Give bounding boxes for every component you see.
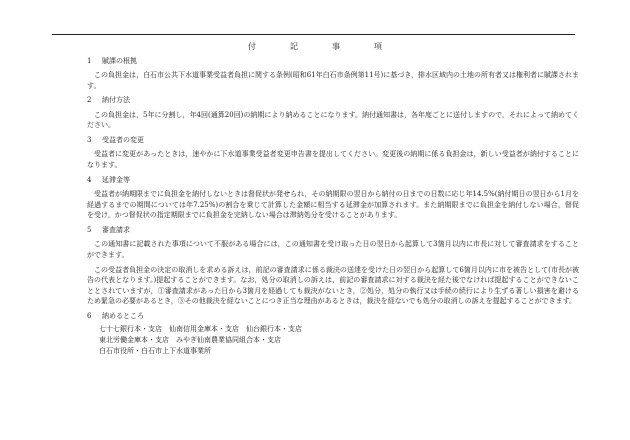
body-line: 箇月以内に市を被告として(市長が被告の代表となります。)提起することができます。なお，処分の取消しの訴えは，前	[87, 265, 580, 285]
section-title: 審査請求	[102, 225, 130, 234]
title-char: 付	[248, 42, 256, 51]
section-body	[87, 265, 579, 307]
section-payment-places	[87, 311, 579, 356]
body-line: 地の所有者又は権利者に賦課されます。	[87, 71, 579, 90]
payment-place-line: 七十七銀行本・支店 仙南信用金庫本・支店 仙台銀行本・支店	[99, 325, 302, 334]
body-line: しますので，それによって納めてください。	[87, 110, 579, 130]
body-line: この通知書に記載された事項について不服がある場合には，この通知書を受け取った日の翌日から起算して3箇月以内	[94, 240, 466, 249]
section-payment-method	[87, 95, 579, 131]
body-line: 起することができます。	[499, 297, 577, 306]
body-line: 納しない場合は滞納処分を受けることがあります。	[240, 211, 402, 220]
section-body	[87, 239, 579, 260]
section-title: 賦課の根拠	[102, 56, 137, 65]
section-review-request	[87, 225, 579, 307]
body-line: 必要があるとき，③その他裁決を経ないことにつき正当な理由があるときは，裁決を経ないでも処分の取消しの訴えを提	[122, 297, 500, 306]
section-heading	[87, 95, 579, 107]
body-line: この負担金は，5年に分割し，年4回(通算20回)の納期により納めることになります。納付通知書は，各年度ごとに送付	[94, 110, 468, 119]
body-line: ら3箇月を経過しても裁決がないとき，②処分，処分の執行又は手続の続行により生ずる著しい損害を避けるため緊急の	[87, 286, 579, 306]
section-heading	[87, 311, 579, 323]
section-heading	[87, 175, 579, 187]
body-line: は，新しい受益者が納付することになります。	[87, 150, 580, 169]
section-number: 4	[87, 175, 92, 184]
body-line: 14.5%(納付期日の翌日から1月を経過するまでの期間については年7.25%)の割合を乗じて計算した金額に相当する延	[87, 190, 579, 209]
section-title: 受益者の変更	[102, 135, 144, 144]
section-number: 6	[87, 311, 92, 320]
body-line: この受益者負担金の決定の取消しを求める訴えは，前記の審査請求に係る裁決の送達を受けた日の翌日から起算して6	[94, 265, 464, 274]
body-line: この負担金は，白石市公共下水道事業受益者負担に関する条例(昭和61年白石市条例第11号)に基づき，排水区域内の土	[94, 71, 467, 79]
body-line: 滞金が加算されます。また納期限までに負担金を納付しない場合，督促を受け，かつ督促状の指定期限までに負担金を完	[87, 200, 580, 220]
section-number: 3	[87, 135, 92, 144]
section-beneficiary-change	[87, 135, 579, 171]
title-char: 事	[332, 42, 340, 51]
body-line: 受益者に変更があったときは，速やかに下水道事業受益者変更申告書を提出してください。変更後の納期に係る負担金	[94, 150, 467, 159]
section-number: 1	[87, 56, 92, 65]
body-line: 記の審査請求に対する裁決を経た後でなければ提起することができないこととされていますが，①審査請求があった日か	[87, 276, 579, 295]
payment-places-list	[87, 324, 579, 356]
title-char: 記	[290, 42, 298, 51]
page-title	[0, 41, 630, 52]
section-title: 納付方法	[102, 96, 130, 105]
section-heading	[87, 225, 579, 237]
section-body	[87, 189, 579, 221]
section-title: 延滞金等	[102, 175, 130, 184]
body-line: に市長に対して審査請求をすることができます。	[87, 240, 580, 259]
section-late-charges	[87, 175, 579, 221]
section-assessment-basis	[87, 56, 579, 92]
section-body	[87, 149, 579, 170]
payment-place-line: 白石市役所・白石市上下水道事業所	[99, 346, 211, 355]
title-char: 項	[374, 42, 382, 51]
payment-place-line: 東北労働金庫本・支店 みやぎ仙南農業協同組合本・支店	[99, 336, 281, 344]
section-number: 2	[87, 96, 92, 105]
section-body	[87, 70, 579, 91]
body-line: 受益者が納期限までに負担金を納付しないときは督促状が発せられ，その納期限の翌日から納付の日までの日数に応じ年	[94, 190, 473, 199]
section-title: 納めるところ	[102, 311, 144, 320]
section-number: 5	[87, 225, 92, 234]
section-heading	[87, 135, 579, 147]
notes-content	[87, 53, 579, 356]
top-rule	[52, 34, 575, 35]
section-body	[87, 110, 579, 131]
section-heading	[87, 56, 579, 68]
